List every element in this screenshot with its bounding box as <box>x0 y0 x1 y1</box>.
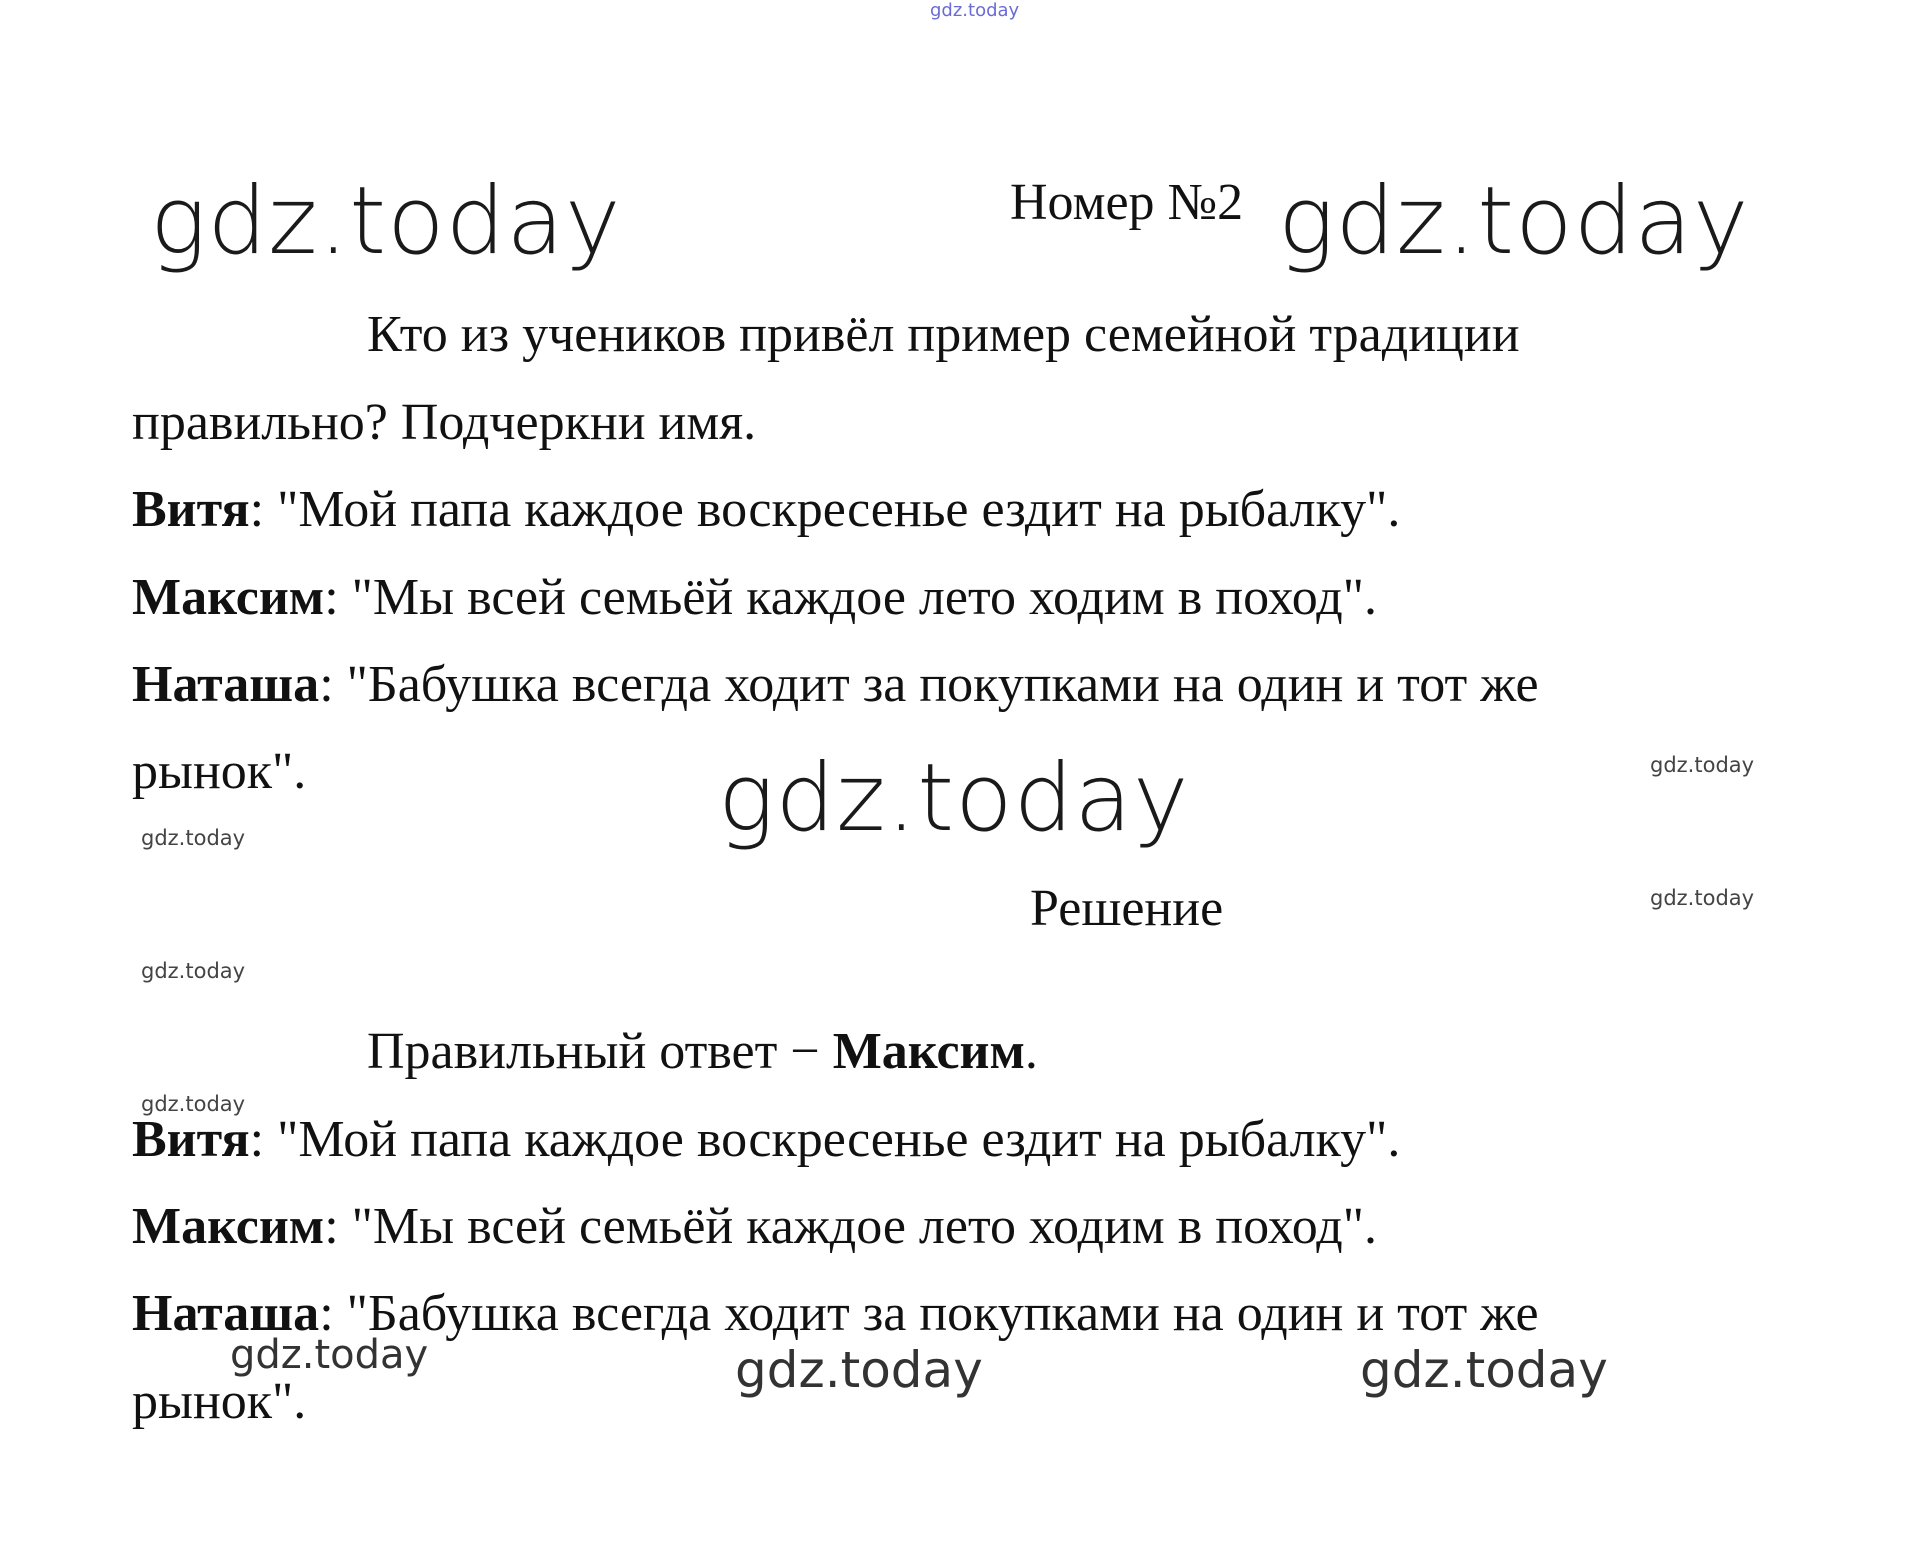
question-line-1: Кто из учеников привёл пример семейной традиции <box>367 306 1520 363</box>
solution-item-natasha <box>132 1285 1539 1342</box>
watermark-top: gdz.today <box>930 0 1020 21</box>
student-name: Витя <box>132 481 250 538</box>
problem-item-natasha <box>132 656 1539 713</box>
student-quote: : "Мой папа каждое воскресенье ездит на рыбалку". <box>249 481 1401 538</box>
problem-item-vitya <box>132 481 1401 538</box>
watermark-small: gdz.today <box>1650 753 1755 777</box>
watermark-small: gdz.today <box>141 1092 246 1116</box>
problem-heading: Номер №2 <box>1010 174 1244 231</box>
problem-item-natasha-cont: рынок". <box>132 743 307 800</box>
student-name: Максим <box>132 569 325 626</box>
solution-heading: Решение <box>1030 880 1224 937</box>
watermark-large-left: gdz.today <box>150 167 622 276</box>
student-quote: : "Мы всей семьёй каждое лето ходим в поход". <box>324 1198 1377 1255</box>
student-quote: : "Бабушка всегда ходит за покупками на один и тот же <box>319 1285 1539 1342</box>
watermark-medium: gdz.today <box>230 1332 429 1378</box>
student-name: Наташа <box>132 656 320 713</box>
student-quote: : "Мы всей семьёй каждое лето ходим в поход". <box>324 569 1377 626</box>
answer-name: Максим <box>832 1023 1025 1080</box>
student-quote: : "Мой папа каждое воскресенье ездит на рыбалку". <box>249 1111 1401 1168</box>
watermark-small: gdz.today <box>141 959 246 983</box>
student-quote: : "Бабушка всегда ходит за покупками на один и тот же <box>319 656 1539 713</box>
watermark-medium: gdz.today <box>1360 1341 1608 1399</box>
answer-prefix: Правильный ответ − <box>367 1023 833 1080</box>
student-name: Наташа <box>132 1285 320 1342</box>
watermark-small: gdz.today <box>141 826 246 850</box>
student-name: Витя <box>132 1111 250 1168</box>
watermark-large-center: gdz.today <box>718 744 1190 853</box>
watermark-small: gdz.today <box>1650 886 1755 910</box>
student-name: Максим <box>132 1198 325 1255</box>
solution-item-vitya <box>132 1111 1401 1168</box>
answer-suffix: . <box>1024 1023 1038 1080</box>
watermark-large-right: gdz.today <box>1278 167 1750 276</box>
solution-item-natasha-cont: рынок". <box>132 1373 307 1430</box>
question-line-2: правильно? Подчеркни имя. <box>132 394 757 451</box>
watermark-medium: gdz.today <box>735 1341 983 1399</box>
solution-item-maksim <box>132 1198 1377 1255</box>
answer-line <box>367 1023 1038 1080</box>
problem-item-maksim <box>132 569 1377 626</box>
